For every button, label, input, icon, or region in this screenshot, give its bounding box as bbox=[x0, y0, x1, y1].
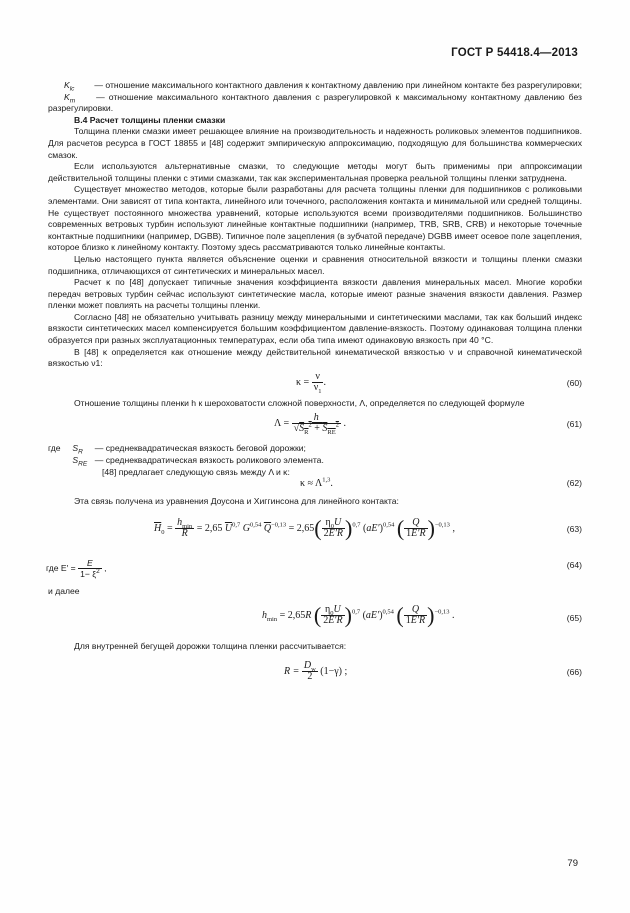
equation-formula: κ = $\frac{\nu}{\nu_1}$ . bbox=[296, 370, 326, 395]
paragraph: В [48] κ определяется как отношение между действительной кинематической вязкостью ν и справочной кинематической вязкостью ν1: bbox=[48, 346, 582, 369]
equation-60 bbox=[48, 370, 582, 398]
paragraph: Согласно [48] не обязательно учитывать разницу между минеральными и синтетическими маслами, так как больший индекс вязкости синтетических масел компенсируется большим коэффициентом давление-вязкость. Поэтому одинаковая толщина пленки образуется при разных эксплуатационных температурах, если оба типа имеют одинаковую вязкость при 40 °С. bbox=[48, 311, 582, 346]
paragraph: [48] предлагает следующую связь между Λ и κ: bbox=[102, 466, 290, 477]
page-content bbox=[48, 80, 582, 689]
equation-formula: $h_{min} = 2,65R$ ( $\frac{\eta_0U}{2E'R}$ )$^{0,7}$ $(aE')^{0,54}$ ( $\frac{Q}{1E'R}$ )$^{-0,13}$ . bbox=[262, 602, 455, 628]
paragraph: Целью настоящего пункта является объяснение оценки и сравнения относительной вязкости и толщины пленки смазки подшипника, отличающихся от синтетических и минеральных масел. bbox=[48, 253, 582, 276]
section-title: В.4 Расчет толщины пленки смазки bbox=[74, 114, 226, 125]
definition-symbol: $K_m$ bbox=[64, 91, 76, 105]
equation-66 bbox=[48, 653, 582, 689]
definition-symbol: $S_R$ bbox=[72, 443, 83, 457]
definition-klc bbox=[48, 80, 582, 92]
where-srow: где $S_R$ — среднеквадратическая вязкость беговой дорожки; bbox=[48, 443, 306, 457]
equation-number: (66) bbox=[566, 667, 582, 677]
equation-number: (64) bbox=[566, 559, 582, 570]
equation-64 bbox=[48, 554, 582, 586]
equation-formula: κ ≈ Λ$^{1,3}$. bbox=[300, 476, 333, 490]
equation-formula: $\overline{H}_0$ = $\frac{h_{min}}{R}$ = 2,65 $\overline{U}^{0,7}$ G$^{0,54}$ $\overline{Q}^{-0,13} = 2,65$( $\frac{\eta_0U}{2E'R}$ )$^{0,7}$ $(aE')^{0,54}$ ( $\frac{Q}{1E'R}$ )$^{-0,13}$ , bbox=[154, 515, 455, 541]
paragraph: Если используются альтернативные смазки, то следующие методы могут быть применимы при аппроксимации действительной толщины пленки с этими смазками, так как экспериментальная проверка реальной толщины пленки затруднена. bbox=[48, 161, 582, 183]
paragraph: Толщина пленки смазки имеет решающее влияние на производительность и надежность роликовых элементов подшипников. Для расчетов ресурса в ГОСТ 18855 и [48] содержит эмпирическую аппроксимацию, подходящую для большинства коммерческих смазок. bbox=[48, 126, 582, 160]
where-srerow: $S_{RE}$ — среднеквадратическая вязкость роликового элемента. bbox=[72, 455, 324, 468]
definition-text: — отношение максимального контактного давления к контактному давлению при линейном контакте без разрегулировки; bbox=[94, 80, 583, 90]
paragraph: Расчет κ по [48] допускает типичные значения коэффициента вязкости давления минеральных масел. Многие коробки передач ветровых турбин сейчас используют синтетические масла, которые имеют разные значения вязкости давления. Размер пленки может повлиять на расчеты толщины пленки. bbox=[48, 277, 582, 311]
definition-symbol: $K_{lc}$ bbox=[64, 80, 75, 93]
definition-km bbox=[48, 92, 582, 115]
definition-text: — отношение максимального контактного давления с разрегулировкой к максимальному контактному давлению без разрегулировки. bbox=[48, 91, 582, 114]
equation-formula: Λ = $\frac{h}{√S_R^2 + S_{RE}^2}$ . bbox=[274, 412, 346, 437]
paragraph: Отношение толщины пленки h к шероховатости сложной поверхности, Λ, определяется по следующей формуле bbox=[74, 397, 525, 408]
equation-number: (60) bbox=[566, 377, 582, 388]
equation-62 bbox=[48, 478, 582, 496]
equation-63 bbox=[48, 508, 582, 554]
paragraph: Эта связь получена из уравнения Доусона и Хиггинсона для линейного контакта: bbox=[74, 496, 399, 507]
paragraph: Для внутренней бегущей дорожки толщина пленки рассчитывается: bbox=[74, 641, 347, 652]
equation-65 bbox=[48, 597, 582, 641]
definition-symbol: $S_{RE}$ bbox=[72, 455, 88, 468]
equation-61 bbox=[48, 409, 582, 443]
equation-formula: R = $\frac{D_w}{2}$ (1−γ) ; bbox=[284, 660, 348, 682]
equation-number: (62) bbox=[566, 478, 582, 489]
standard-header: ГОСТ Р 54418.4—2013 bbox=[451, 47, 578, 59]
equation-number: (61) bbox=[566, 419, 582, 430]
page-number: 79 bbox=[567, 858, 578, 869]
equation-formula: где E′ = $\frac{E}{1- \xi^2}$ , bbox=[46, 557, 107, 579]
paragraph: Существует множество методов, которые были разработаны для расчета толщины пленки для подшипников с роликовыми элементами. Они зависят от типа контакта, линейного или точечного, расположения контакта и минимальной или средней толщины. Не существует постоянного множества уравнений, которые используются всеми производителями подшипников. Большинство современных ветровых турбин используют линейные контактные подшипники (например, TRB, SRB, CRB) и некоторые точечные контактные подшипники (например, DGBB). Типичное поле зацепления (в зубчатой передаче) DGBB имеет осевое поле зацепления, которое близко к линейному контакту. Поэтому здесь рассматриваются только линейные контакты. bbox=[48, 184, 582, 253]
paragraph: и далее bbox=[48, 585, 80, 596]
equation-number: (65) bbox=[566, 613, 582, 624]
equation-number: (63) bbox=[566, 523, 582, 534]
